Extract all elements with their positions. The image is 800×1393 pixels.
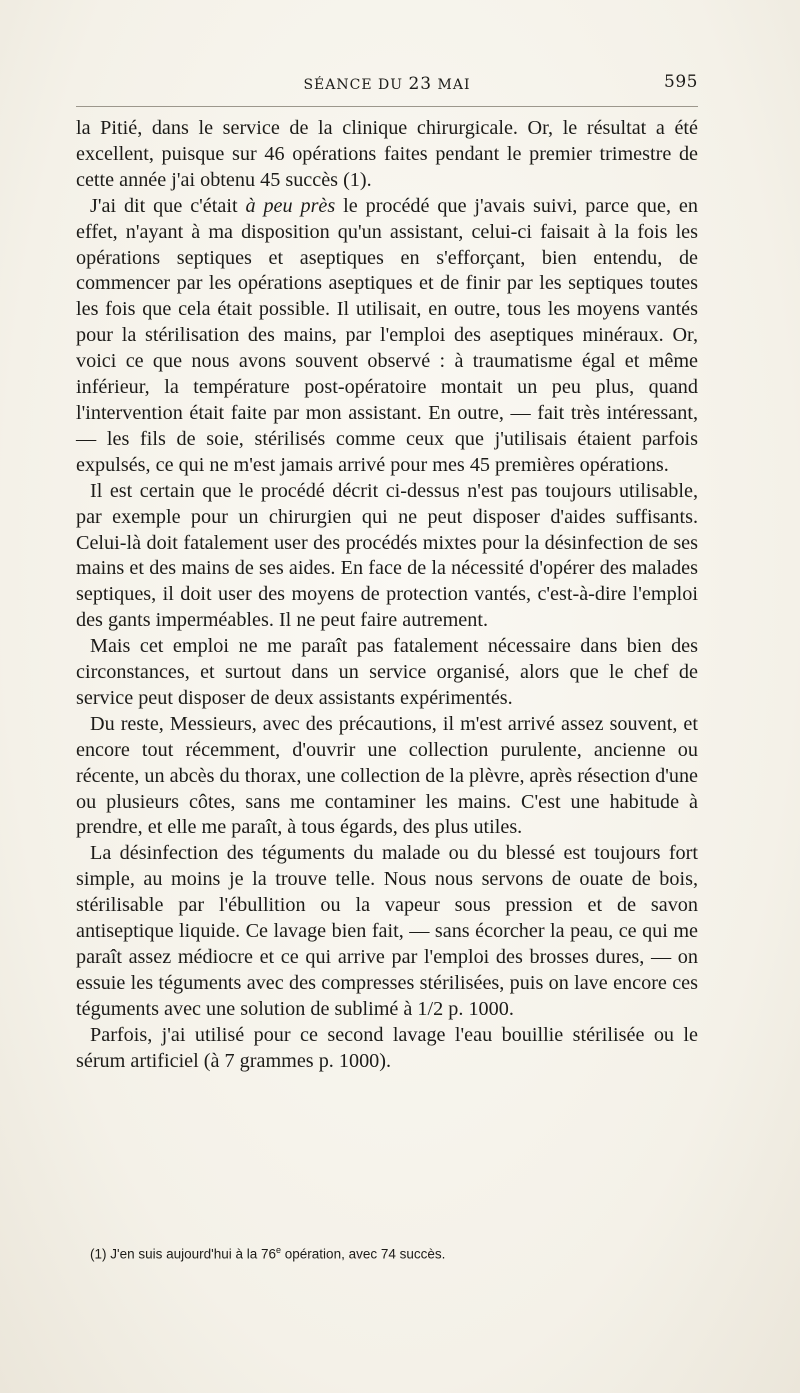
paragraph-2-start: J'ai dit que c'était [90, 194, 246, 217]
running-title [76, 74, 698, 94]
paragraph-7: Parfois, j'ai utilisé pour ce second lavage l'eau bouillie stérilisée ou le sérum artificiel (à 7 grammes p. 1000). [76, 1023, 698, 1072]
running-header [76, 70, 698, 98]
running-title-date: 23 [408, 74, 433, 94]
footnote [90, 1240, 690, 1265]
paragraph-4: Mais cet emploi ne me paraît pas fatalement nécessaire dans bien des circonstances, et surtout dans un service organisé, alors que le chef de service peut disposer de deux assistants expérimentés. [76, 635, 698, 709]
running-title-month: MAI [432, 77, 471, 93]
header-rule [76, 106, 698, 107]
paragraph-2-rest: le procédé que j'avais suivi, parce que, en effet, n'ayant à ma disposition qu'un assistant, celui-ci faisait à la fois les opérations septiques et aseptiques en s'efforçant, bien entendu, de commencer par les opérations aseptiques et de finir par les septiques toutes les fois que cela était possible. Il utilisait, en outre, tous les moyens vantés pour la stérilisation des mains, par l'emploi des aseptiques minéraux. Or, voici ce que nous avons souvent observé : à traumatisme égal et même inférieur, la température post-opératoire montait un peu plus, quand l'intervention était faite par mon assistant. En outre, — fait très intéressant, — les fils de soie, stérilisés comme ceux que j'utilisais étaient parfois expulsés, ce qui ne m'est jamais arrivé pour mes 45 premières opérations. [76, 194, 698, 476]
running-title-prefix: SÉANCE DU [303, 77, 409, 93]
page-number: 595 [664, 72, 698, 92]
footnote-superscript: e [276, 1245, 282, 1255]
footnote-text-end: opération, avec 74 succès. [281, 1246, 446, 1262]
paragraph-2 [76, 194, 698, 479]
paragraph-1: la Pitié, dans le service de la clinique chirurgicale. Or, le résultat a été excellent, puisque sur 46 opérations faites pendant le premier trimestre de cette année j'ai obtenu 45 succès (1). [76, 117, 698, 191]
footnote-text: (1) J'en suis aujourd'hui à la 76 [90, 1246, 277, 1262]
paragraph-2-italic: à peu près [245, 194, 336, 217]
paragraph-5: Du reste, Messieurs, avec des précautions, il m'est arrivé assez souvent, et encore tout récemment, d'ouvrir une collection purulente, ancienne ou récente, un abcès du thorax, une collection de la plèvre, après résection d'une ou plusieurs côtes, sans me contaminer les mains. C'est une habitude à prendre, et elle me paraît, à tous égards, des plus utiles. [76, 712, 698, 839]
paragraph-6: La désinfection des téguments du malade ou du blessé est toujours fort simple, au moins je la trouve telle. Nous nous servons de ouate de bois, stérilisable par l'ébullition ou la vapeur sous pression et de savon antiseptique liquide. Ce lavage bien fait, — sans écorcher la peau, ce qui me paraît assez médiocre et ce qui arrive par l'emploi des brosses dures, — on essuie les téguments avec des compresses stérilisées, puis on lave encore ces téguments avec une solution de sublimé à 1/2 p. 1000. [76, 842, 698, 1020]
body-text [76, 116, 698, 1075]
paragraph-3: Il est certain que le procédé décrit ci-dessus n'est pas toujours utilisable, par exemple pour un chirurgien qui ne peut disposer d'aides suffisants. Celui-là doit fatalement user des procédés mixtes pour la désinfection de ses mains et des mains de ses aides. En face de la nécessité d'opérer des malades septiques, il doit user des moyens de protection vantés, c'est-à-dire l'emploi des gants imperméables. Il ne peut faire autrement. [76, 479, 698, 632]
